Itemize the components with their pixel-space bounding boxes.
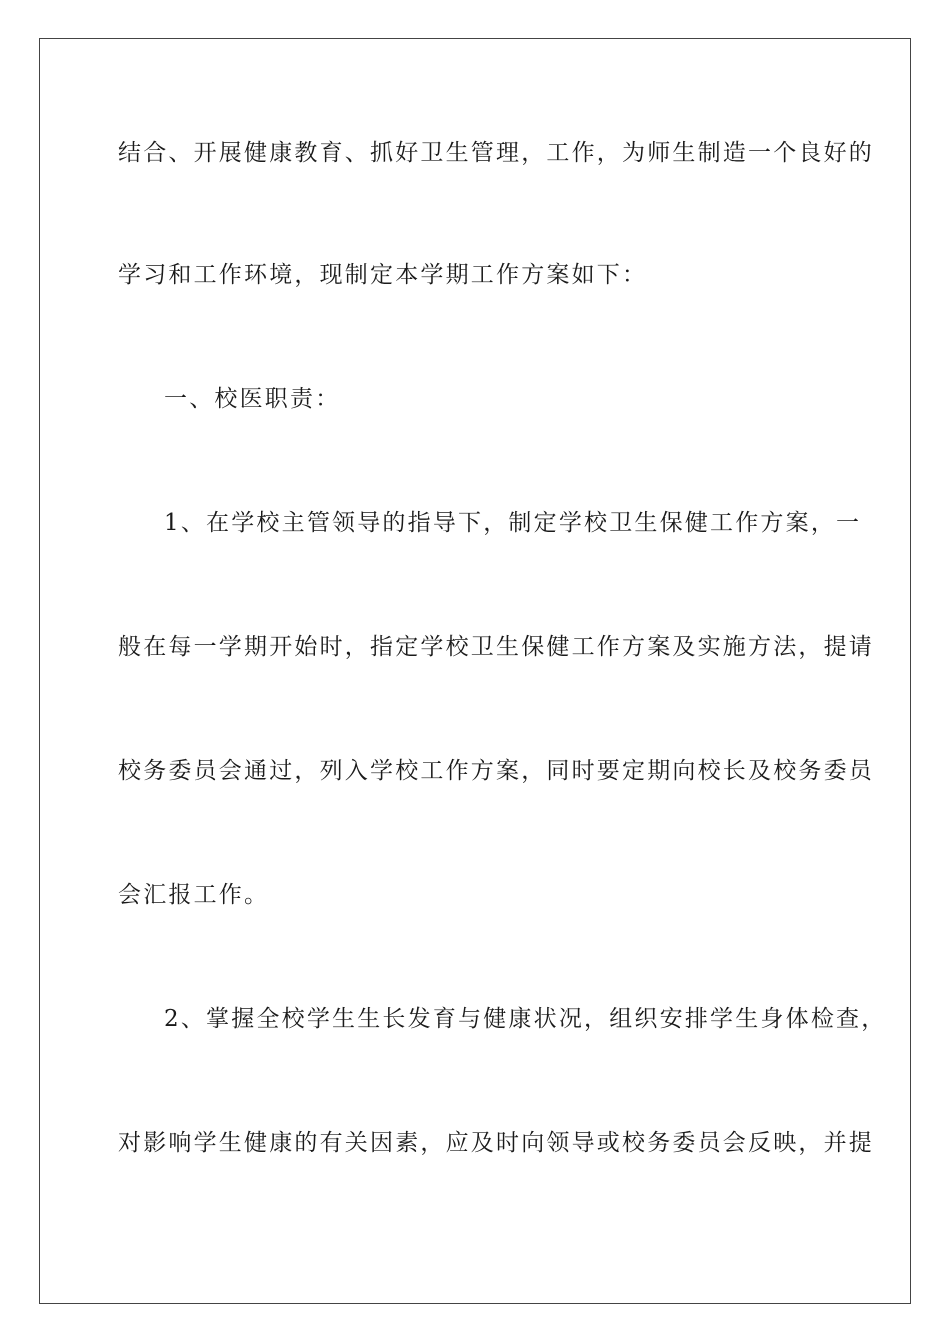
section-heading: 一、校医职责： — [164, 386, 341, 412]
body-text-line: 1、在学校主管领导的指导下，制定学校卫生保健工作方案，一 — [164, 510, 862, 536]
body-text-line: 学习和工作环境，现制定本学期工作方案如下： — [118, 262, 648, 288]
page-border — [39, 38, 911, 1304]
body-text-line: 会汇报工作。 — [118, 882, 270, 908]
body-text-line: 对影响学生健康的有关因素，应及时向领导或校务委员会反映，并提 — [118, 1130, 874, 1156]
body-text-line: 般在每一学期开始时，指定学校卫生保健工作方案及实施方法，提请 — [118, 634, 874, 660]
body-text-line: 结合、开展健康教育、抓好卫生管理，工作，为师生制造一个良好的 — [118, 140, 874, 166]
body-text-line: 2、掌握全校学生生长发育与健康状况，组织安排学生身体检查， — [164, 1006, 887, 1032]
body-text-line: 校务委员会通过，列入学校工作方案，同时要定期向校长及校务委员 — [118, 758, 874, 784]
